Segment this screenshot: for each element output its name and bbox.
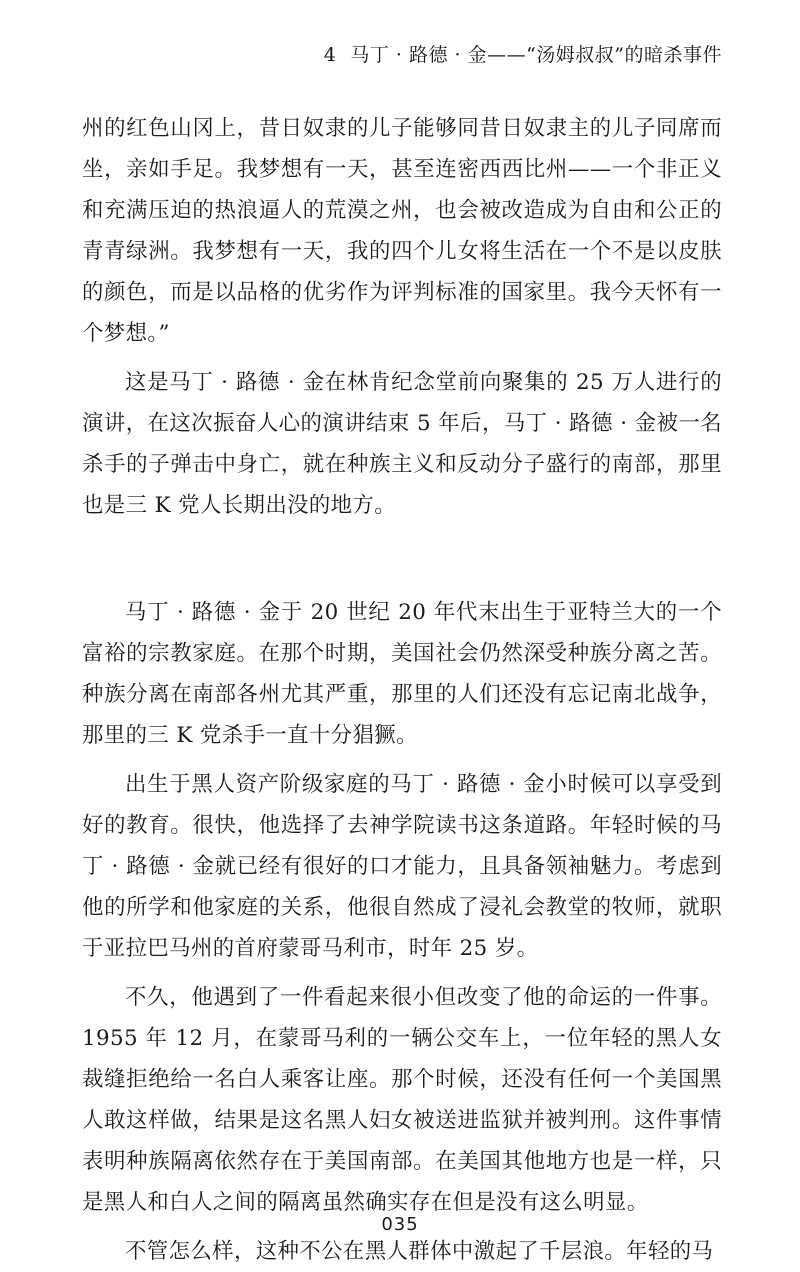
chapter-title: 马丁 · 路德 · 金——“汤姆叔叔”的暗杀事件 bbox=[350, 44, 722, 66]
paragraph-continued-quote: 州的红色山冈上，昔日奴隶的儿子能够同昔日奴隶主的儿子同席而坐，亲如手足。我梦想有一天，甚至连密西西比州——一个非正义和充满压迫的热浪逼人的荒漠之州，也会被改造成为自由和公正的青青绿洲。我梦想有一天，我的四个儿女将生活在一个不是以皮肤的颜色，而是以品格的优劣作为评判标准的国家里。我今天怀有一个梦想。” bbox=[82, 116, 722, 346]
body-text bbox=[82, 108, 722, 1272]
paragraph-birth: 马丁 · 路德 · 金于 20 世纪 20 年代末出生于亚特兰大的一个富裕的宗教家庭。在那个时期，美国社会仍然深受种族分离之苦。种族分离在南部各州尤其严重，那里的人们还没有忘记南北战争，那里的三 K 党杀手一直十分猖獗。 bbox=[82, 600, 722, 748]
paragraph-speech-context: 这是马丁 · 路德 · 金在林肯纪念堂前向聚集的 25 万人进行的演讲，在这次振奋人心的演讲结束 5 年后，马丁 · 路德 · 金被一名杀手的子弹击中身亡，就在种族主义和反动分子盛行的南部，那里也是三 K 党人长期出没的地方。 bbox=[82, 370, 722, 518]
page-number: 035 bbox=[381, 1214, 419, 1235]
paragraph-bus-incident: 不久，他遇到了一件看起来很小但改变了他的命运的一件事。1955 年 12 月，在蒙哥马利的一辆公交车上，一位年轻的黑人女裁缝拒绝给一名白人乘客让座。那个时候，还没有任何一个美国黑人敢这样做，结果是这名黑人妇女被送进监狱并被判刑。这件事情表明种族隔离依然存在于美国南部。在美国其他地方也是一样，只是黑人和白人之间的隔离虽然确实存在但是没有这么明显。 bbox=[82, 985, 722, 1215]
running-header bbox=[324, 40, 722, 67]
chapter-number: 4 bbox=[323, 44, 337, 66]
paragraph-education: 出生于黑人资产阶级家庭的马丁 · 路德 · 金小时候可以享受到好的教育。很快，他选择了去神学院读书这条道路。年轻时候的马丁 · 路德 · 金就已经有很好的口才能力，且具备领袖魅力。考虑到他的所学和他家庭的关系，他很自然成了浸礼会教堂的牧师，就职于亚拉巴马州的首府蒙哥马利市，时年 25 岁。 bbox=[82, 772, 722, 961]
paragraph-aftermath: 不管怎么样，这种不公在黑人群体中激起了千层浪。年轻的马 bbox=[125, 1239, 714, 1264]
